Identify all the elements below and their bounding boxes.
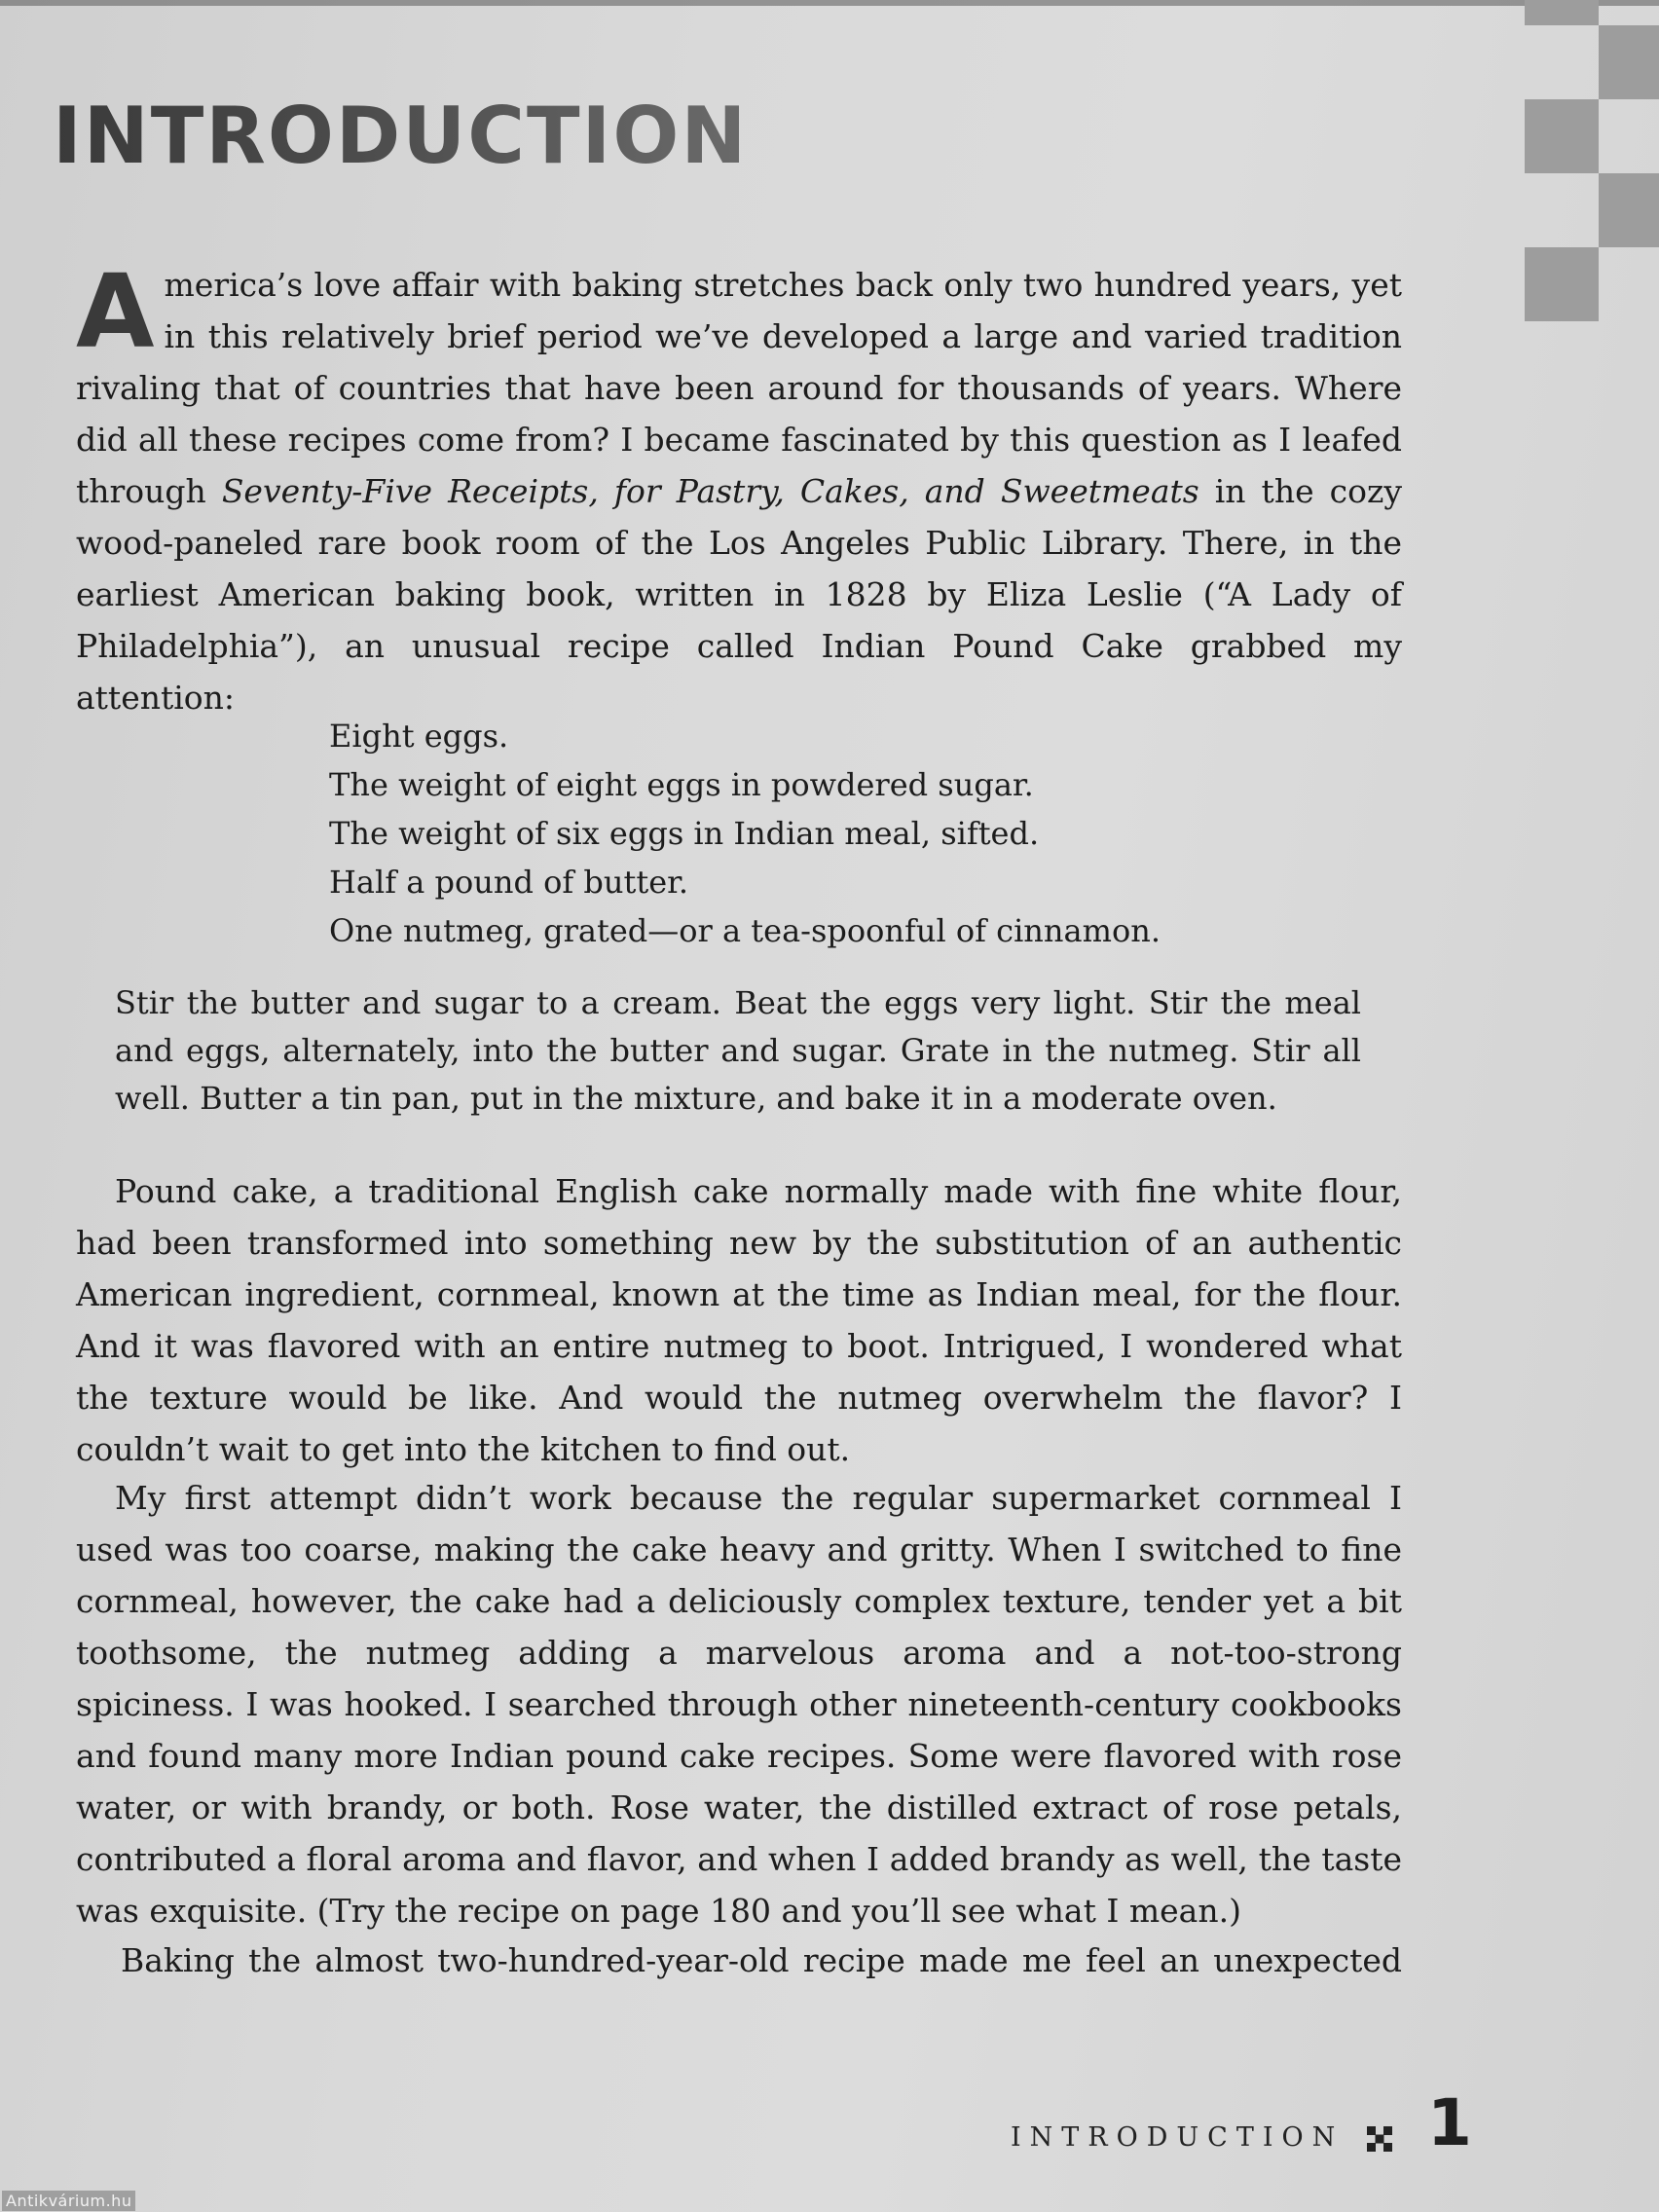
checker-square <box>1525 247 1599 321</box>
recipe-method: Stir the butter and sugar to a cream. Beat the eggs very light. Stir the meal and eggs, alternately, into the butter and sugar. Grate in the nutmeg. Stir all well. Butter a tin pan, put in the mixture, and bake it in a moderate oven. <box>115 984 1361 1117</box>
checker-x-icon <box>1367 2126 1392 2152</box>
paragraph-text: in the cozy wood-paneled rare book room of the Los Angeles Public Library. There, in the earliest American baking book, written in 1828 by Eliza Leslie (“A Lady of Philadelphia”), an unusual recipe called Indian Pound Cake grabbed my attention: <box>76 472 1402 717</box>
ingredient-line: Half a pound of butter. <box>329 864 689 901</box>
drop-cap: A <box>76 252 155 371</box>
ingredient-line: One nutmeg, grated—or a tea-spoonful of cinnamon. <box>329 912 1161 949</box>
checker-square <box>1525 0 1599 25</box>
intro-paragraph-3: My first attempt didn’t work because the regular supermarket cornmeal I used was too coarse, making the cake heavy and gritty. When I switched to fine cornmeal, however, the cake had a deliciously complex texture, tender yet a bit toothsome, the nutmeg adding a marvelous aroma and a not-too-strong spiciness. I was hooked. I searched through other nineteenth-century cookbooks and found many more Indian pound cake recipes. Some were flavored with rose water, or with brandy, or both. Rose water, the distilled extract of rose petals, contributed a floral aroma and flavor, and when I added brandy as well, the taste was exquisite. (Try the recipe on page 180 and you’ll see what I mean.) <box>76 1479 1402 1930</box>
page-title: INTRODUCTION <box>53 91 749 181</box>
page-number: 1 <box>1427 2085 1472 2160</box>
intro-paragraph-1 <box>76 252 1402 723</box>
page-top-shadow <box>0 0 1659 6</box>
ingredient-line: The weight of six eggs in Indian meal, sifted. <box>329 815 1040 852</box>
ingredient-line: Eight eggs. <box>329 718 509 755</box>
intro-paragraph-2: Pound cake, a traditional English cake normally made with fine white flour, had been transformed into something new by the substitution of an authentic American ingredient, cornmeal, known at the time as Indian meal, for the flour. And it was flavored with an entire nutmeg to boot. Intrigued, I wondered what the texture would be like. And would the nutmeg overwhelm the flavor? I couldn’t wait to get into the kitchen to find out. <box>76 1172 1402 1468</box>
checker-square <box>1599 173 1659 247</box>
checker-square <box>1525 99 1599 173</box>
intro-paragraph-4: Baking the almost two-hundred-year-old recipe made me feel an unexpected <box>121 1941 1402 1979</box>
running-footer-title: INTRODUCTION <box>1011 2122 1345 2153</box>
paragraph-text: merica’s love affair with baking stretches back only two hundred years, yet in this relatively brief period we’ve developed a large and varied tradition rivaling that of countries that have been around for thousands of years. Where did all these recipes come from? I became fascinated by this question as I leafed through <box>76 266 1402 510</box>
checker-square <box>1599 25 1659 99</box>
recipe-ingredient-list <box>329 712 1161 955</box>
book-title: Seventy-Five Receipts, for Pastry, Cakes, and Sweetmeats <box>221 472 1199 510</box>
watermark: Antikvárium.hu <box>2 2191 135 2211</box>
ingredient-line: The weight of eight eggs in powdered sugar. <box>329 766 1034 803</box>
